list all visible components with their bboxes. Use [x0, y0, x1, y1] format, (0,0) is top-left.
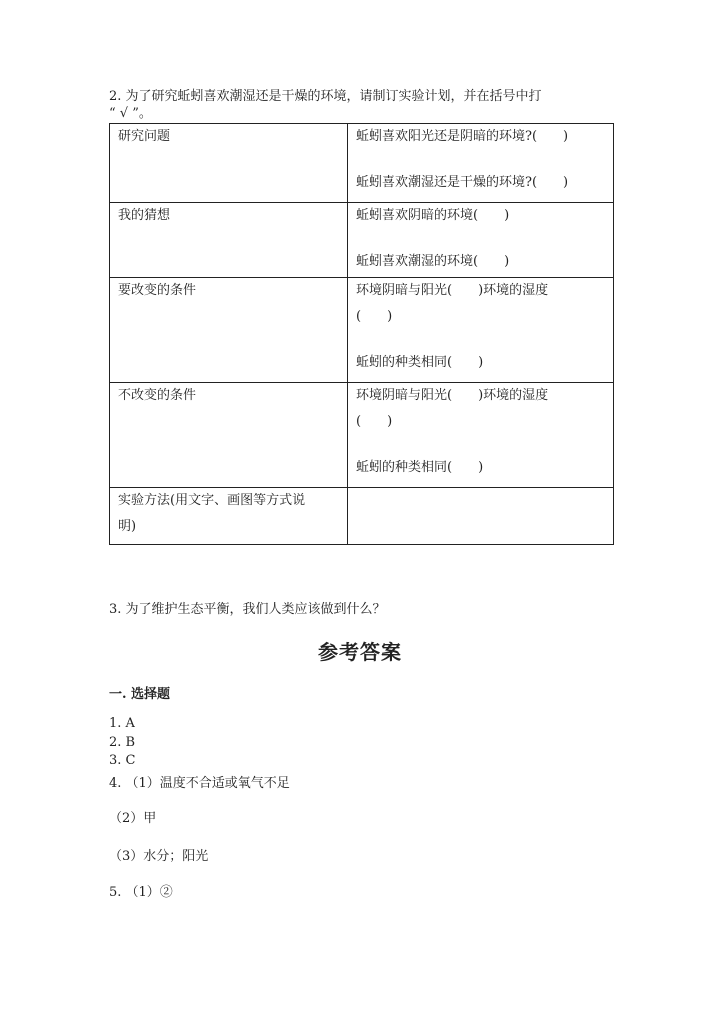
table-cell-line: 蚯蚓的种类相同( )	[356, 355, 484, 370]
table-cell-content	[348, 124, 614, 203]
table-row-method	[110, 488, 614, 545]
answer-4: 4. （1）温度不合适或氧气不足	[109, 776, 290, 791]
table-cell-content	[348, 383, 614, 488]
table-cell-line: ( )	[356, 309, 393, 324]
answer-4-part-3: （3）水分；阳光	[109, 849, 209, 864]
table-cell-label	[110, 488, 348, 545]
table-cell-content-empty	[348, 488, 614, 545]
table-cell-content	[348, 278, 614, 383]
table-cell-line: 蚯蚓喜欢潮湿的环境( )	[356, 254, 510, 269]
table-cell-line: 环境阴暗与阳光( )环境的湿度	[356, 283, 549, 298]
table-cell-line: 蚯蚓的种类相同( )	[356, 460, 484, 475]
answer-3: 3. C	[109, 753, 136, 768]
answer-2: 2. B	[109, 735, 136, 750]
table-row-unchanged-conditions	[110, 383, 614, 488]
table-cell-line: 环境阴暗与阳光( )环境的湿度	[356, 388, 549, 403]
table-cell-line: 蚯蚓喜欢阳光还是阴暗的环境?( )	[356, 129, 569, 144]
answer-4-part-2: （2）甲	[109, 811, 157, 826]
table-cell-label: 我的猜想	[110, 203, 348, 278]
experiment-plan-table	[109, 123, 614, 545]
table-row-hypothesis	[110, 203, 614, 278]
question-3: 3. 为了维护生态平衡，我们人类应该做到什么？	[109, 602, 386, 617]
question-2-line-2: “ √ ”。	[109, 106, 152, 121]
table-cell-line: 明)	[118, 519, 137, 534]
table-cell-label: 不改变的条件	[110, 383, 348, 488]
answer-1: 1. A	[109, 716, 135, 731]
table-cell-line: ( )	[356, 414, 393, 429]
answer-title: 参考答案	[318, 640, 402, 664]
table-row-research-question	[110, 124, 614, 203]
question-2	[109, 88, 619, 122]
table-cell-label: 研究问题	[110, 124, 348, 203]
table-cell-content	[348, 203, 614, 278]
section-title: 一. 选择题	[109, 687, 171, 702]
table-cell-label: 要改变的条件	[110, 278, 348, 383]
table-cell-line: 蚯蚓喜欢潮湿还是干燥的环境?( )	[356, 175, 569, 190]
question-2-line-1: 2. 为了研究蚯蚓喜欢潮湿还是干燥的环境，请制订实验计划，并在括号中打	[109, 89, 542, 104]
table-row-changed-conditions	[110, 278, 614, 383]
table-cell-line: 蚯蚓喜欢阴暗的环境( )	[356, 208, 510, 223]
answer-5: 5. （1）②	[109, 885, 173, 900]
table-cell-line: 实验方法(用文字、画图等方式说	[118, 493, 306, 508]
